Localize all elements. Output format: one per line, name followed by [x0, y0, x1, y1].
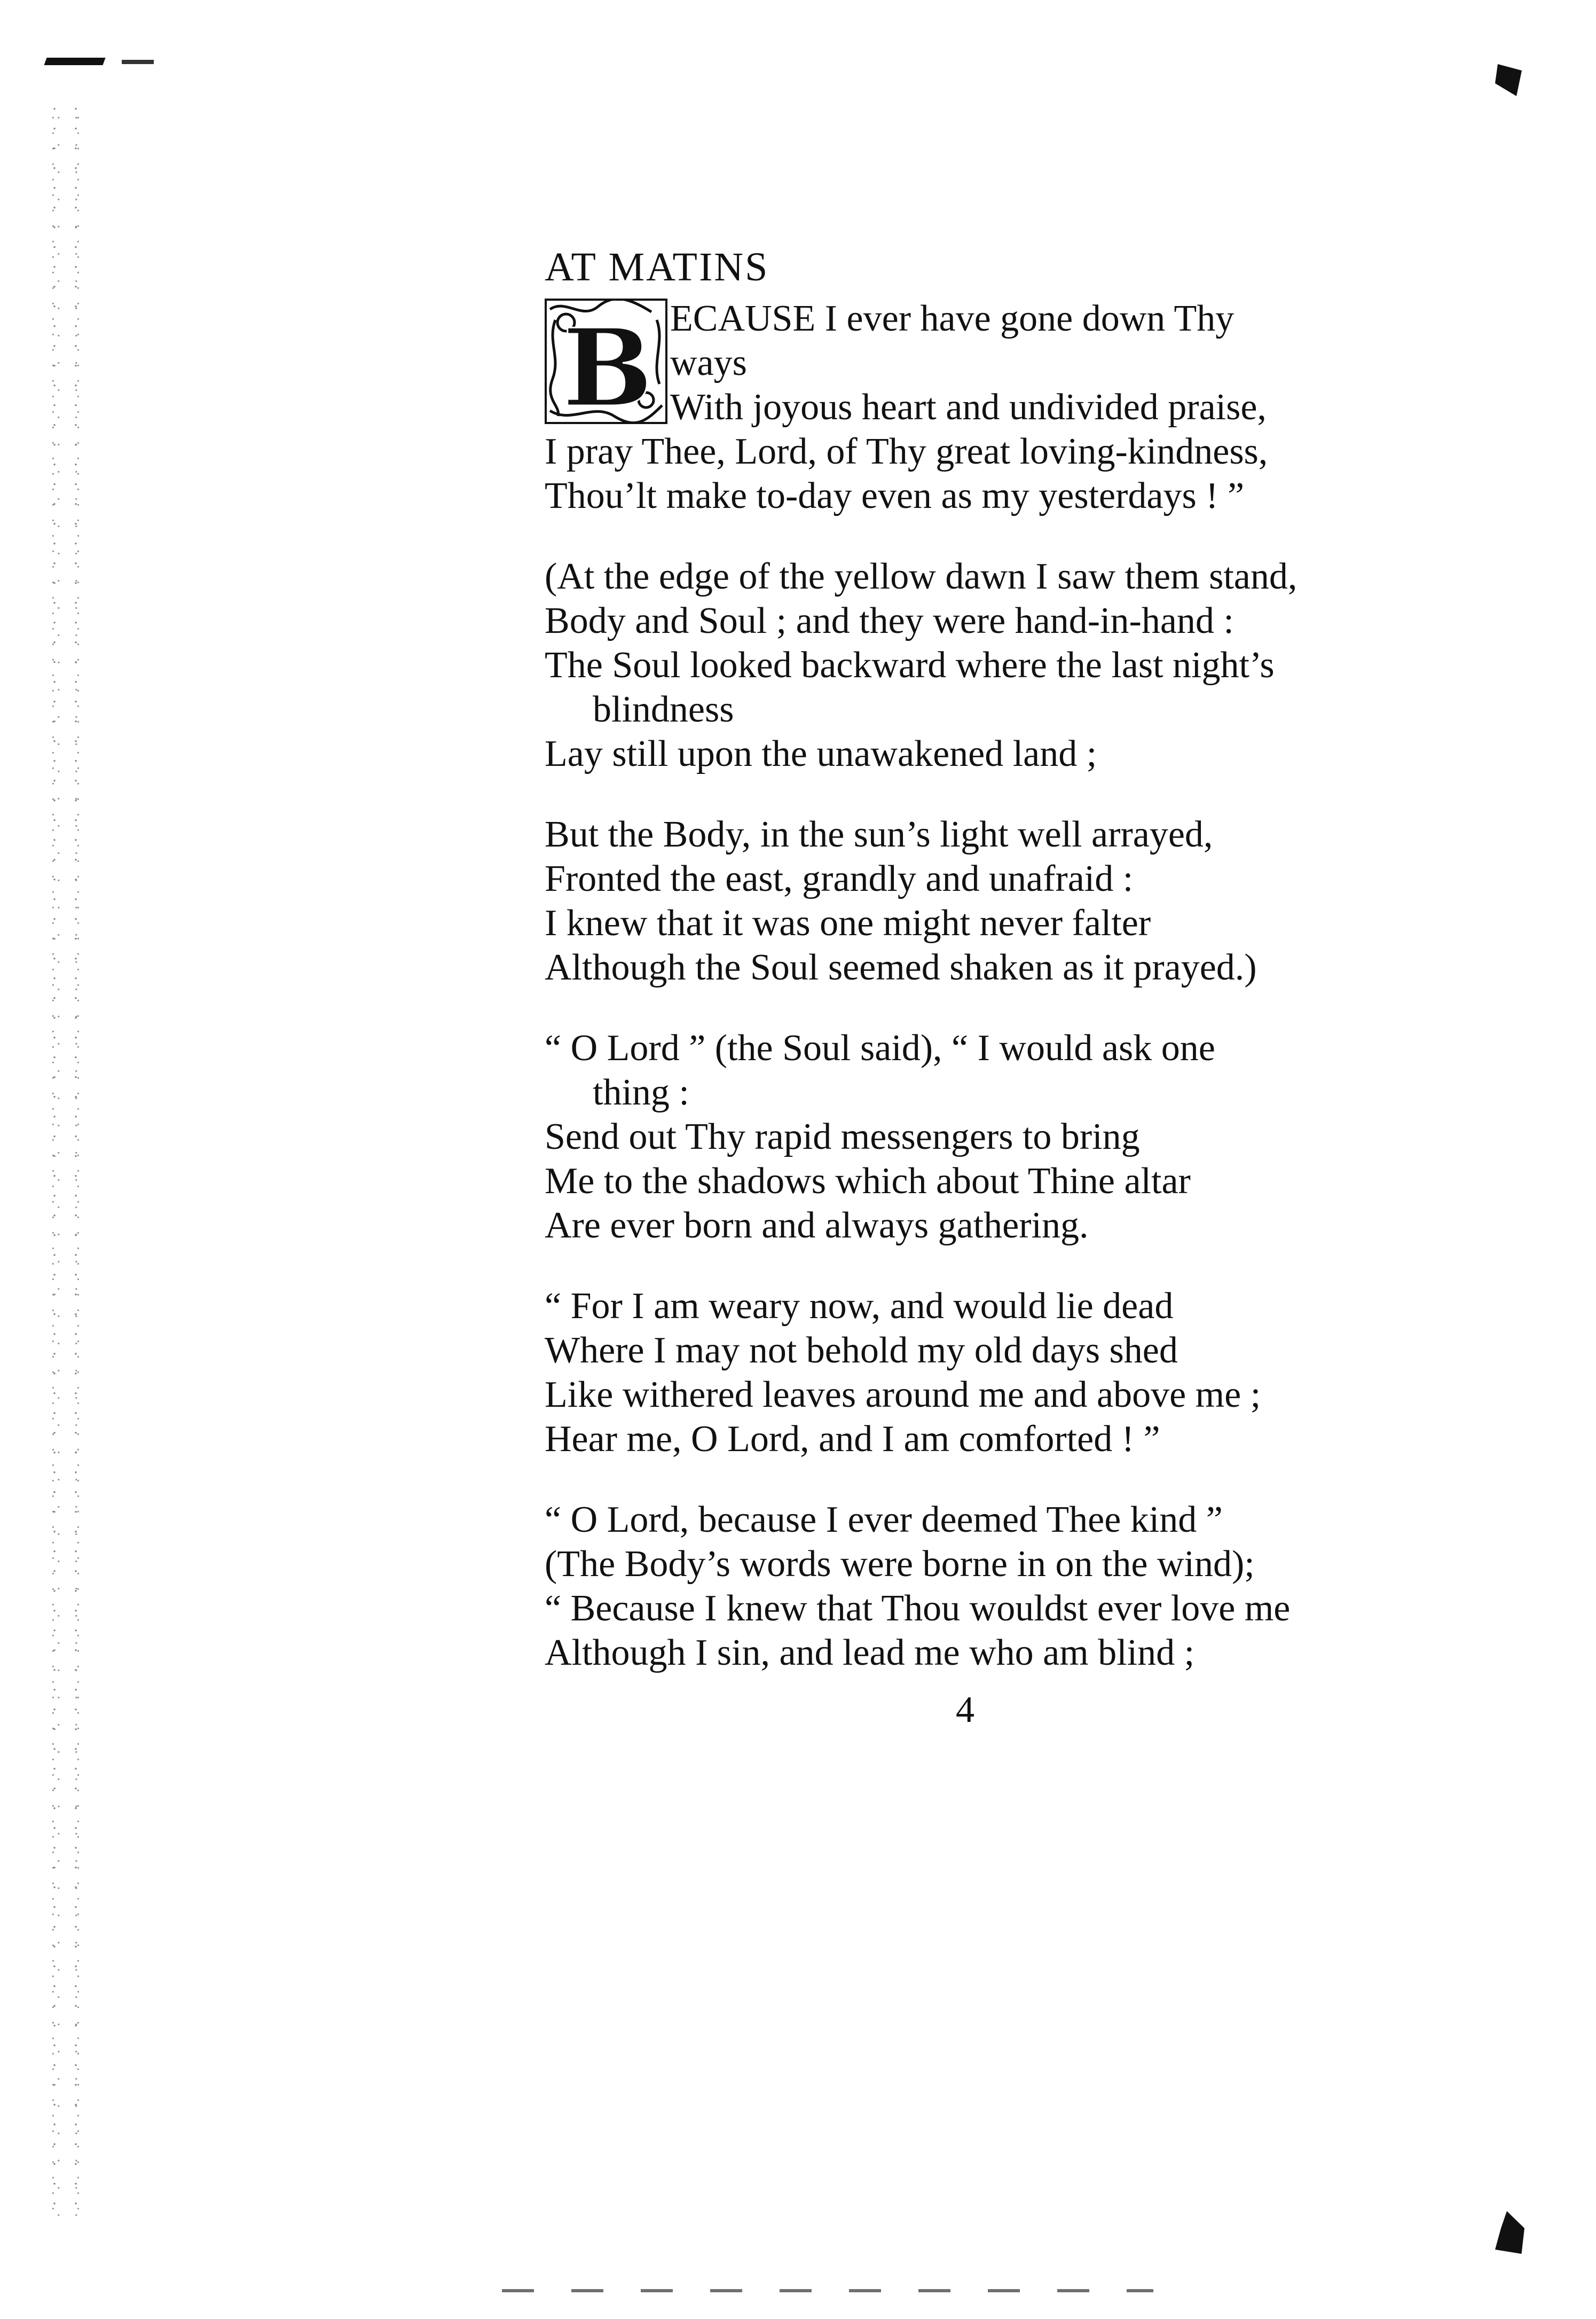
ornamental-dropcap-b — [545, 299, 667, 424]
poem-line: Although the Soul seemed shaken as it prayed.) — [545, 947, 1257, 988]
stanza-3 — [545, 812, 1404, 990]
stanza-6 — [545, 1498, 1404, 1675]
poem-line: Lay still upon the unawakened land ; — [545, 733, 1097, 774]
poem-line: Thou’lt make to-day even as my yesterdays ! ” — [545, 475, 1245, 516]
poem-line: ways — [670, 342, 747, 383]
poem-line: (The Body’s words were borne in on the wind); — [545, 1544, 1255, 1585]
page-number: 4 — [956, 1689, 974, 1730]
poem-line: Fronted the east, grandly and unafraid : — [545, 858, 1134, 899]
stanza-5 — [545, 1284, 1404, 1461]
poem-line: Are ever born and always gathering. — [545, 1205, 1089, 1246]
poem-line: Hear me, O Lord, and I am comforted ! ” — [545, 1419, 1160, 1460]
poem-line: I pray Thee, Lord, of Thy great loving-kindness, — [545, 431, 1268, 472]
poem-line: Body and Soul ; and they were hand-in-hand : — [545, 600, 1234, 641]
scan-mark — [122, 60, 154, 64]
poem-line: “ O Lord, because I ever deemed Thee kind ” — [545, 1499, 1223, 1540]
poem-line: With joyous heart and undivided praise, — [670, 387, 1267, 428]
poem-line: ECAUSE I ever have gone down Thy — [670, 298, 1235, 339]
poem-line: The Soul looked backward where the last night’s — [545, 645, 1275, 686]
poem-line: “ O Lord ” (the Soul said), “ I would ask one — [545, 1028, 1215, 1069]
poem-line: But the Body, in the sun’s light well arrayed, — [545, 814, 1213, 855]
poem-line: “ For I am weary now, and would lie dead — [545, 1286, 1174, 1327]
stanza-2 — [545, 554, 1404, 776]
poem-line: Although I sin, and lead me who am blind ; — [545, 1632, 1195, 1673]
scan-binding-noise — [48, 107, 85, 2216]
scan-mark — [1495, 2211, 1524, 2254]
stanza-1 — [545, 296, 1404, 518]
poem-line: (At the edge of the yellow dawn I saw them stand, — [545, 556, 1298, 597]
poem-title: AT MATINS — [545, 245, 769, 289]
scan-mark — [1495, 64, 1522, 96]
poem-line: thing : — [593, 1072, 689, 1113]
poem-line: Me to the shadows which about Thine altar — [545, 1161, 1191, 1202]
poem-line: Send out Thy rapid messengers to bring — [545, 1116, 1140, 1157]
poem-line: Where I may not behold my old days shed — [545, 1330, 1178, 1371]
poem-line: I knew that it was one might never falter — [545, 903, 1151, 944]
poem-line: Like withered leaves around me and above me ; — [545, 1374, 1261, 1415]
dropcap-letter: B — [562, 305, 653, 424]
stanza-4 — [545, 1026, 1404, 1248]
poem-line: blindness — [593, 689, 734, 730]
poem — [545, 243, 1404, 1711]
poem-line: “ Because I knew that Thou wouldst ever love me — [545, 1588, 1291, 1629]
scan-mark — [502, 2289, 1153, 2292]
scan-mark — [44, 58, 105, 65]
